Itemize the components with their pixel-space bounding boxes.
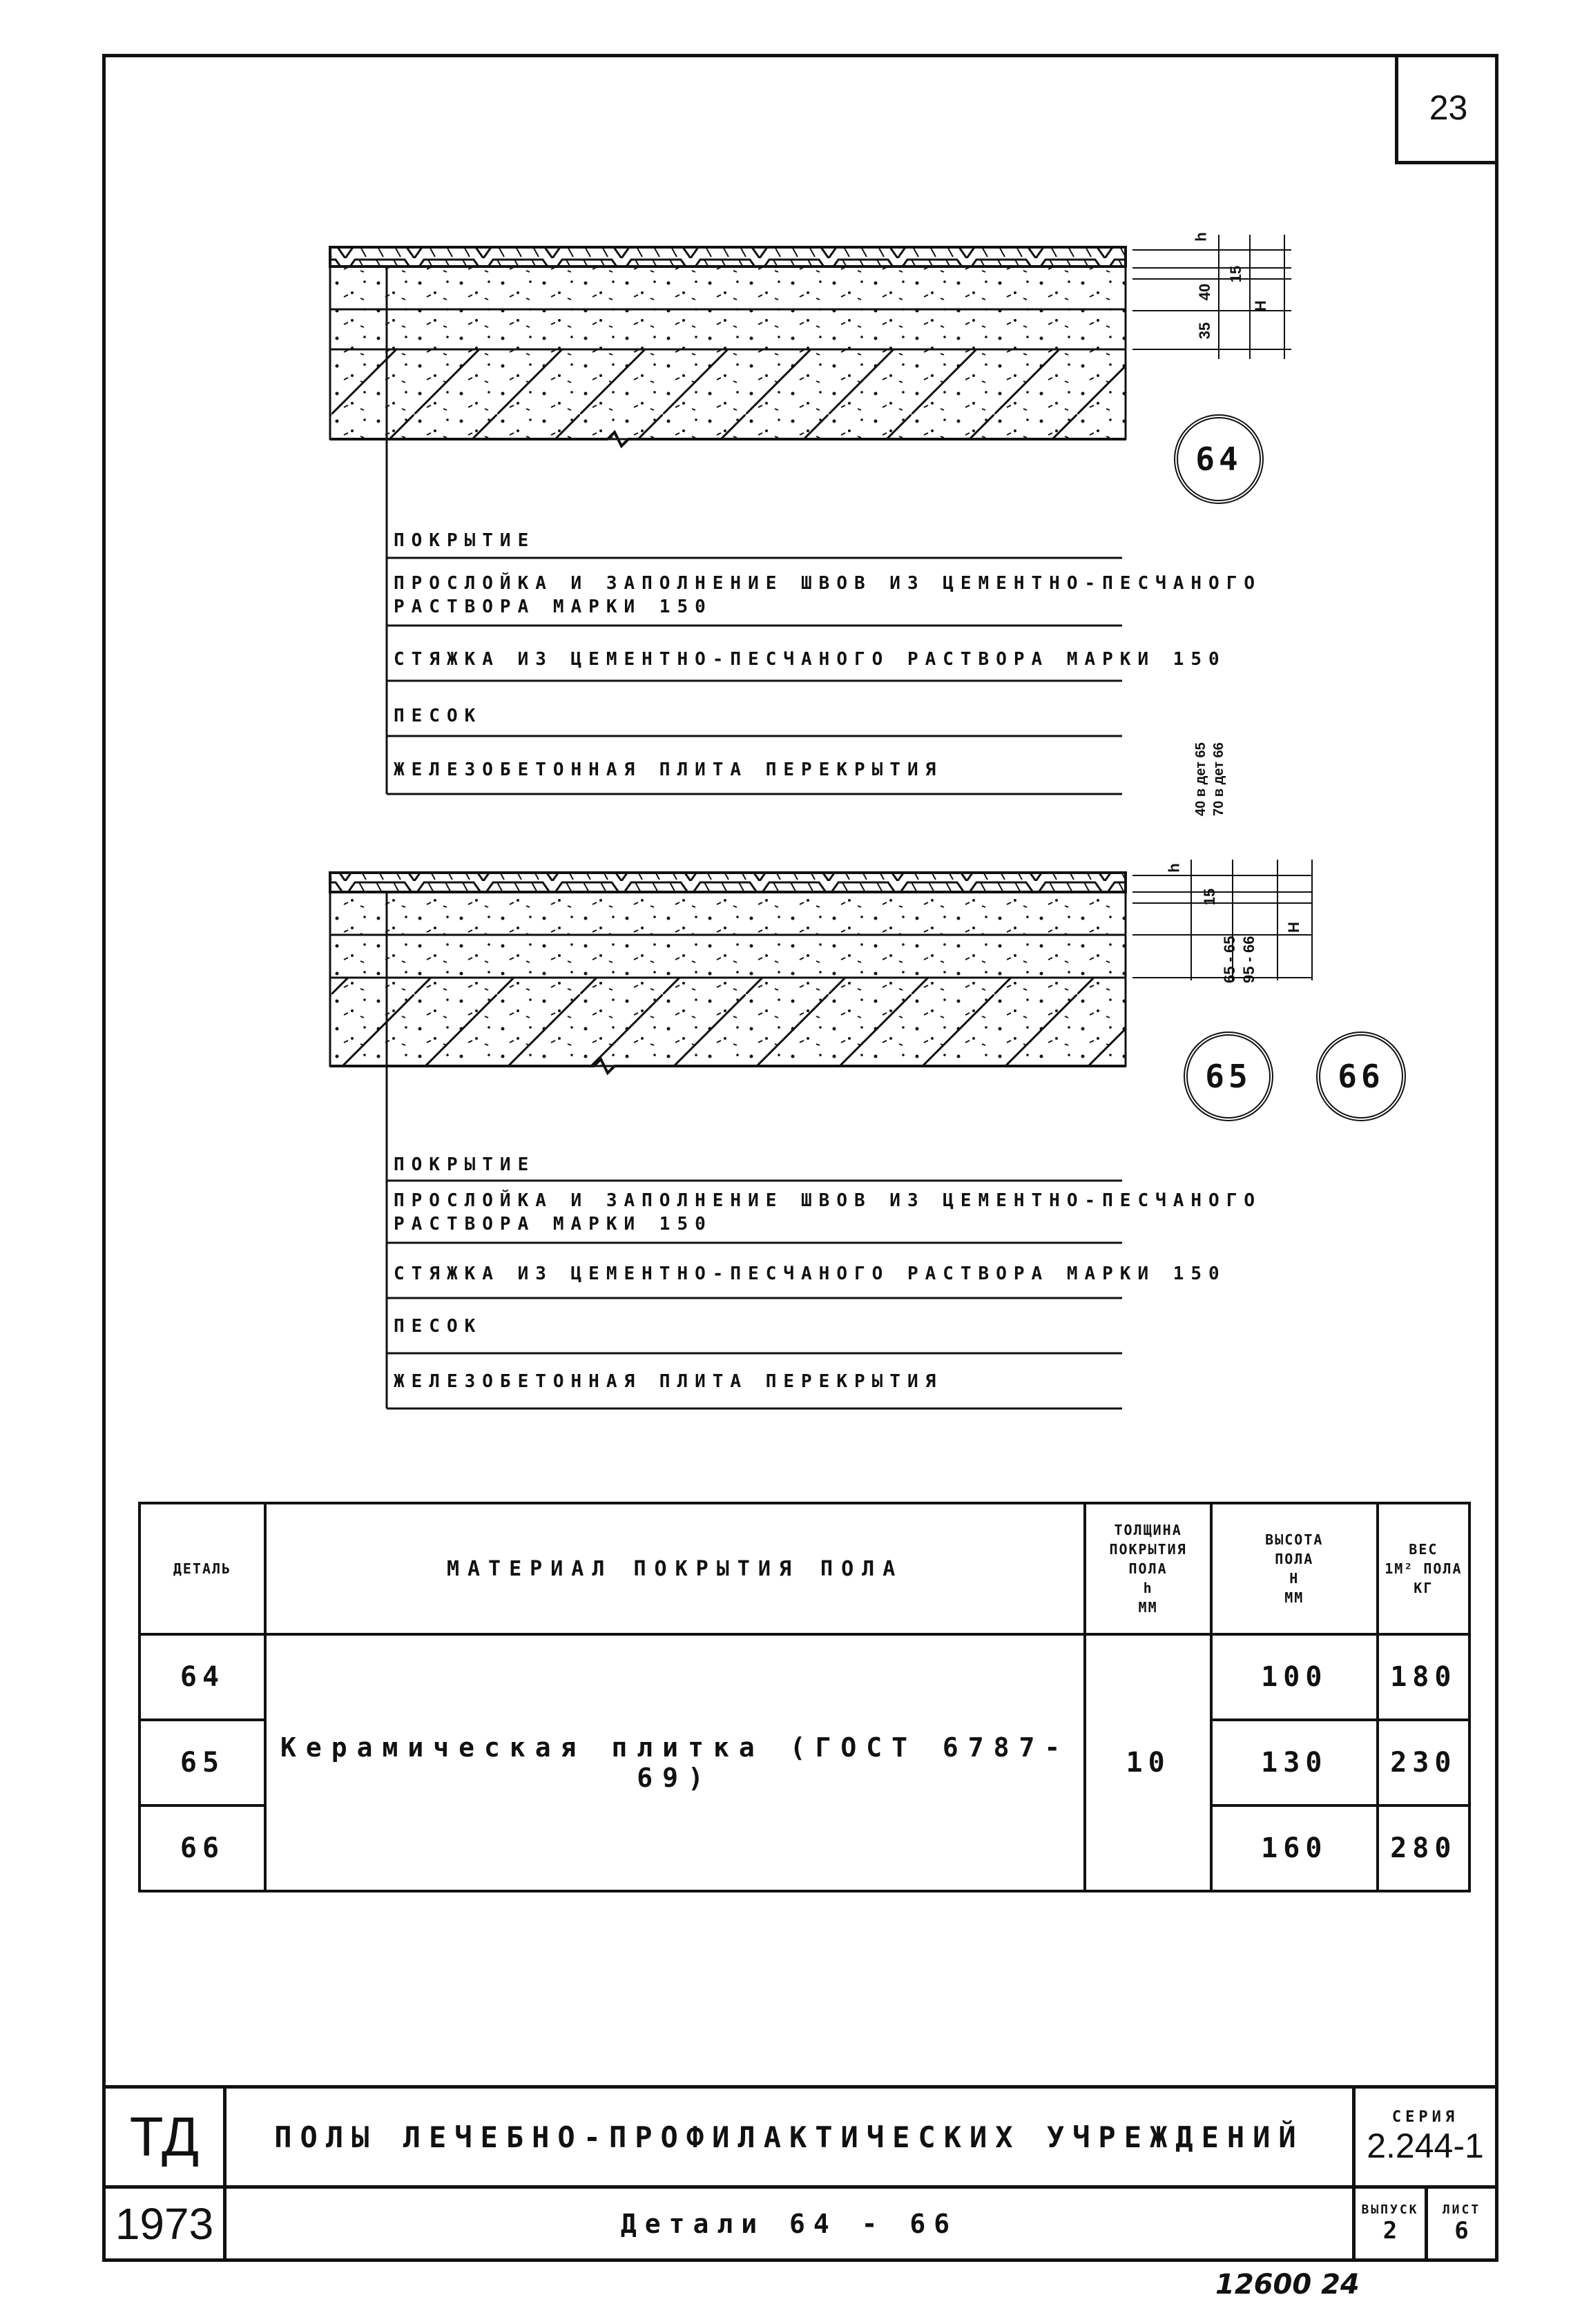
- layer-label-screed-65: СТЯЖКА ИЗ ЦЕМЕНТНО-ПЕСЧАНОГО РАСТВОРА МАРКИ 150: [394, 1263, 1226, 1284]
- layer-label-sand-65: ПЕСОК: [394, 1316, 483, 1337]
- page-number: 23: [1395, 54, 1498, 164]
- row-detail: 64: [139, 1634, 265, 1720]
- row-height: 160: [1211, 1805, 1378, 1891]
- layer-label-interlayer-65: ПРОСЛОЙКА И ЗАПОЛНЕНИЕ ШВОВ ИЗ ЦЕМЕНТНО-ПЕСЧАНОГО: [394, 1190, 1262, 1211]
- stamp-org: ТД: [102, 2085, 226, 2189]
- title-block: [102, 2085, 1498, 2262]
- row-weight: 280: [1378, 1805, 1469, 1891]
- dim-H-64: H: [1251, 300, 1269, 311]
- stamp-series: СЕРИЯ 2.244-1: [1352, 2085, 1498, 2189]
- dim-note-66: 70 в дет 66: [1211, 742, 1226, 816]
- material-spec-table: [138, 1502, 1471, 1892]
- layer-label-interlayer2-65: РАСТВОРА МАРКИ 150: [394, 1214, 713, 1234]
- header-weight: ВЕС 1М² ПОЛА КГ: [1378, 1503, 1469, 1634]
- dim-95-66: 95 - 66: [1240, 936, 1257, 983]
- stamp-sheet: ЛИСТ 6: [1425, 2185, 1498, 2262]
- dim-note-65: 40 в дет 65: [1193, 742, 1208, 816]
- layer-label-slab-64: ЖЕЛЕЗОБЕТОННАЯ ПЛИТА ПЕРЕКРЫТИЯ: [394, 759, 943, 780]
- table-row: [139, 1634, 1469, 1720]
- layer-label-interlayer-64: ПРОСЛОЙКА И ЗАПОЛНЕНИЕ ШВОВ ИЗ ЦЕМЕНТНО-ПЕСЧАНОГО: [394, 573, 1262, 594]
- thickness-cell: 10: [1085, 1634, 1211, 1891]
- stamp-subtitle: Детали 64 - 66: [223, 2185, 1356, 2262]
- detail-marker-65: 65: [1184, 1032, 1273, 1121]
- dim-h-64: h: [1192, 232, 1210, 242]
- stamp-title: ПОЛЫ ЛЕЧЕБНО-ПРОФИЛАКТИЧЕСКИХ УЧРЕЖДЕНИЙ: [223, 2085, 1356, 2189]
- row-weight: 180: [1378, 1634, 1469, 1720]
- layer-label-interlayer2-64: РАСТВОРА МАРКИ 150: [394, 597, 713, 617]
- stamp-issue: ВЫПУСК 2: [1352, 2185, 1428, 2262]
- layer-label-slab-65: ЖЕЛЕЗОБЕТОННАЯ ПЛИТА ПЕРЕКРЫТИЯ: [394, 1371, 943, 1392]
- layer-label-cover-64: ПОКРЫТИЕ: [394, 530, 536, 551]
- header-detail: ДЕТАЛЬ: [139, 1503, 265, 1634]
- row-detail: 66: [139, 1805, 265, 1891]
- table-header-row: [139, 1503, 1469, 1634]
- dim-h-65: h: [1165, 863, 1183, 873]
- header-thickness: ТОЛЩИНА ПОКРЫТИЯ ПОЛА h ММ: [1085, 1503, 1211, 1634]
- detail-marker-66: 66: [1316, 1032, 1406, 1121]
- dim-65-65: 65 - 65: [1221, 936, 1238, 983]
- material-cell: Керамическая плитка (ГОСТ 6787-69): [265, 1634, 1085, 1891]
- dim-40-64: 40: [1196, 283, 1214, 301]
- archive-number: 12600 24: [1215, 2269, 1360, 2301]
- row-height: 100: [1211, 1634, 1378, 1720]
- dim-H-65: H: [1284, 922, 1302, 933]
- stamp-year: 1973: [102, 2185, 226, 2262]
- row-weight: 230: [1378, 1720, 1469, 1805]
- row-height: 130: [1211, 1720, 1378, 1805]
- row-detail: 65: [139, 1720, 265, 1805]
- dim-35-64: 35: [1196, 322, 1214, 340]
- header-height: ВЫСОТА ПОЛА H ММ: [1211, 1503, 1378, 1634]
- dim-15-65: 15: [1201, 888, 1219, 906]
- layer-label-sand-64: ПЕСОК: [394, 706, 483, 726]
- layer-label-screed-64: СТЯЖКА ИЗ ЦЕМЕНТНО-ПЕСЧАНОГО РАСТВОРА МАРКИ 150: [394, 649, 1226, 670]
- header-material: МАТЕРИАЛ ПОКРЫТИЯ ПОЛА: [265, 1503, 1085, 1634]
- dim-15-64: 15: [1227, 265, 1245, 283]
- detail-marker-64: 64: [1174, 414, 1264, 504]
- layer-label-cover-65: ПОКРЫТИЕ: [394, 1154, 536, 1175]
